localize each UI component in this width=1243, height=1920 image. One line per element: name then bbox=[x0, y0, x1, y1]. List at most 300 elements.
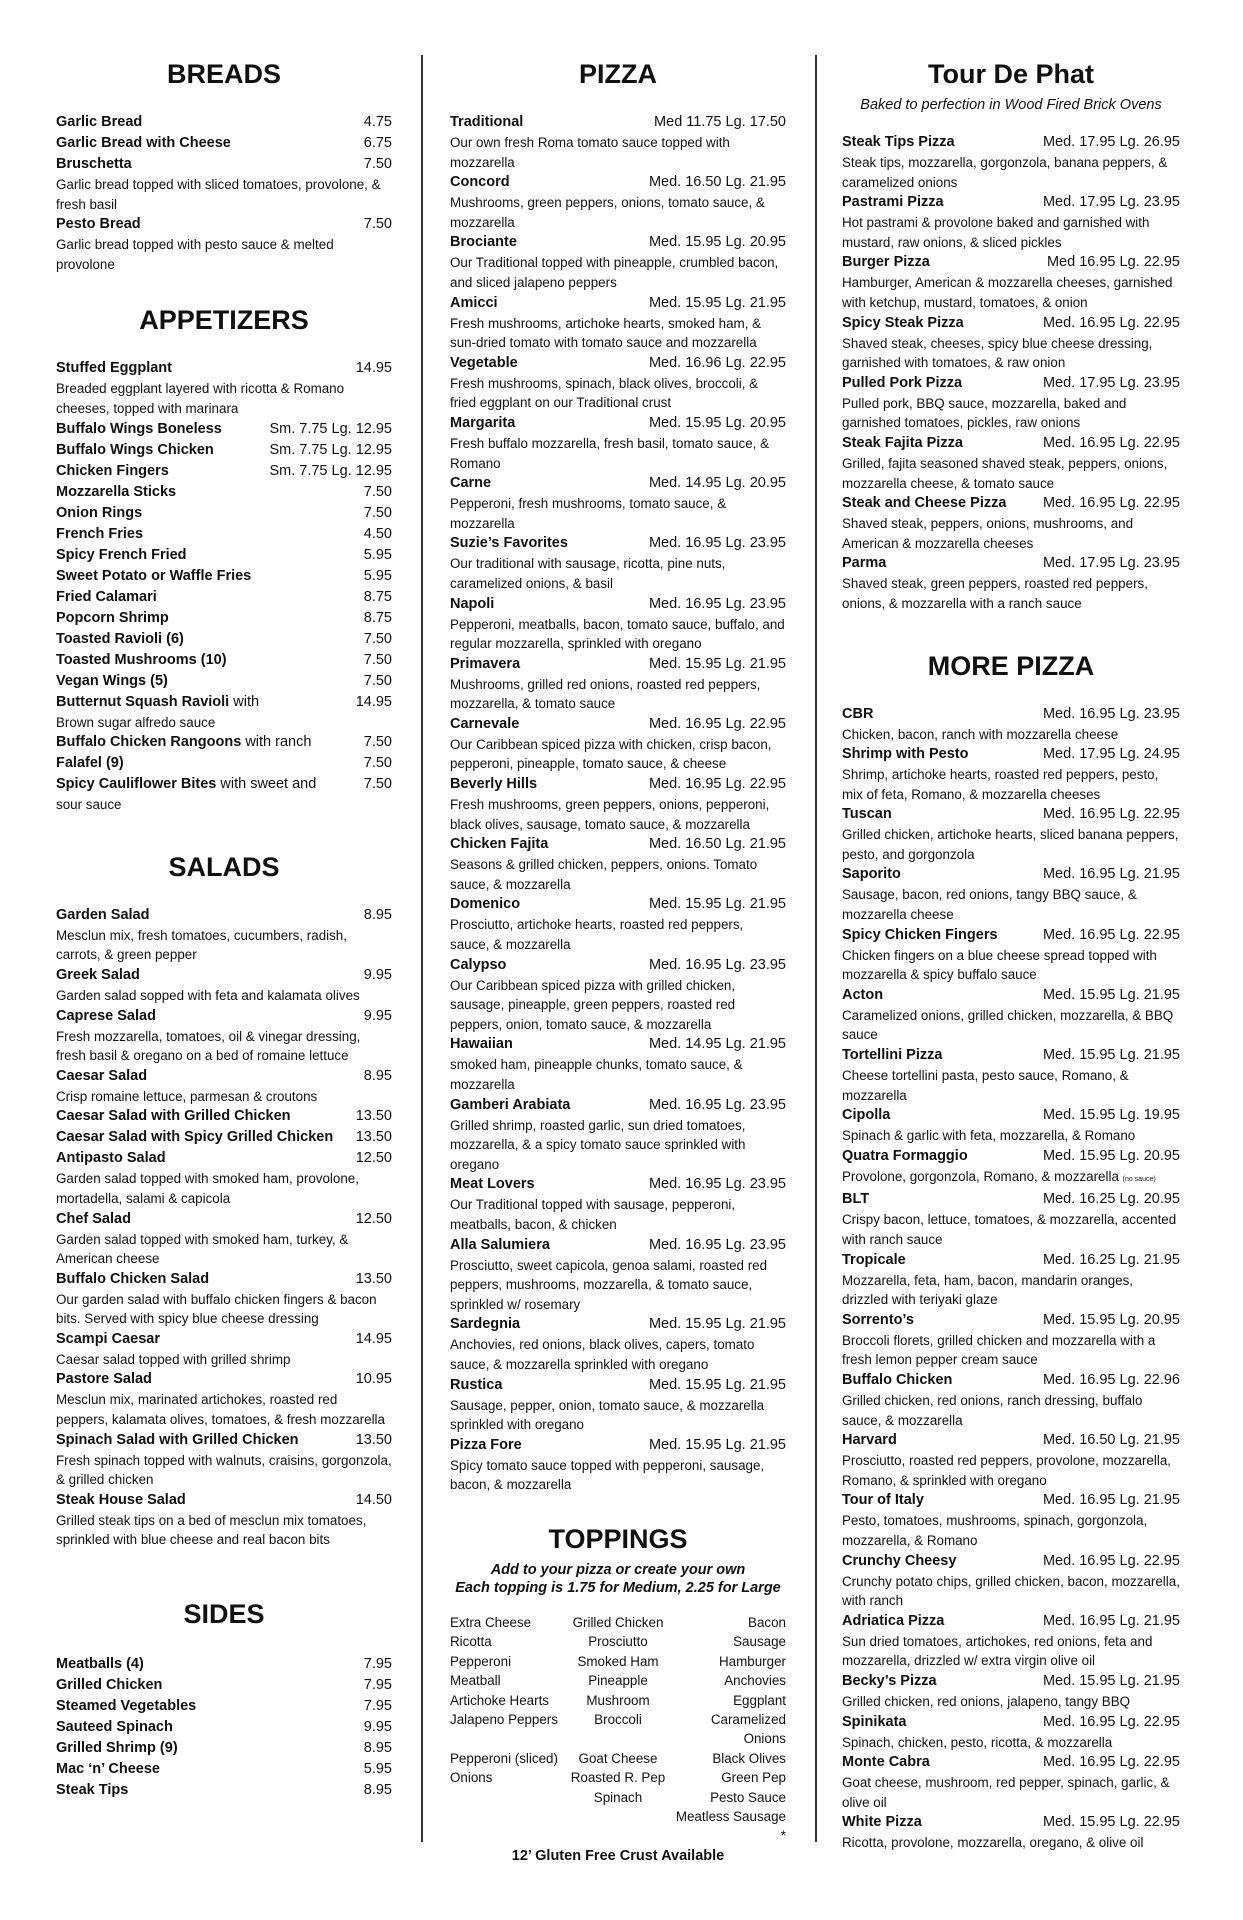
item-name-text: Beverly Hills bbox=[450, 776, 538, 793]
menu-item bbox=[56, 650, 392, 671]
item-description bbox=[842, 1066, 1180, 1105]
item-price: 14.50 bbox=[355, 1491, 392, 1508]
item-description-text: Sausage, bacon, red onions, tangy BBQ sauce, & mozzarella cheese bbox=[842, 887, 1137, 923]
sides-heading: SIDES bbox=[183, 1599, 265, 1630]
item-name bbox=[56, 692, 259, 713]
topping-item bbox=[450, 1807, 562, 1846]
item-name-text: Steak Fajita Pizza bbox=[842, 434, 963, 451]
item-description bbox=[450, 976, 786, 1035]
menu-item bbox=[450, 1375, 786, 1435]
topping-item: Pesto Sauce bbox=[710, 1789, 786, 1805]
topping-item: Eggplant bbox=[733, 1692, 786, 1708]
item-name bbox=[56, 358, 172, 379]
item-name bbox=[56, 214, 141, 235]
item-description bbox=[450, 915, 786, 954]
item-name-text: Shrimp with Pesto bbox=[842, 746, 969, 763]
item-description-text: Mushrooms, grilled red onions, roasted red peppers, mozzarella, & tomato sauce bbox=[450, 676, 761, 712]
item-description-text: Crisp romaine lettuce, parmesan & croutons bbox=[56, 1088, 318, 1104]
item-description bbox=[450, 1116, 786, 1175]
topping-item: Mushroom bbox=[586, 1692, 650, 1708]
item-description bbox=[842, 1451, 1180, 1490]
topping-item: Ricotta bbox=[450, 1634, 492, 1650]
item-description bbox=[450, 494, 786, 533]
item-description bbox=[56, 379, 392, 418]
item-price: Med. 14.95 Lg. 21.95 bbox=[648, 1036, 786, 1053]
menu-item bbox=[56, 753, 392, 774]
item-description-text: Pepperoni, meatballs, bacon, tomato sauce, buffalo, and regular mozzarella, sprinkled with oregano bbox=[450, 616, 785, 652]
item-name bbox=[56, 112, 142, 133]
item-description-text: Garden salad topped with smoked ham, provolone, mortadella, salami & capicola bbox=[56, 1171, 359, 1206]
item-name bbox=[842, 192, 944, 213]
topping-item: Artichoke Hearts bbox=[450, 1692, 549, 1708]
item-description-text: Fresh spinach topped with walnuts, craisins, gorgonzola, & grilled chicken bbox=[56, 1452, 392, 1488]
item-price: Med. 16.95 Lg. 22.95 bbox=[1042, 314, 1180, 331]
item-name bbox=[56, 440, 214, 461]
item-price: 9.95 bbox=[363, 1007, 392, 1024]
item-description-text: Sun dried tomatoes, artichokes, red onions, feta and mozzarella, drizzled w/ extra virgin olive oil bbox=[842, 1633, 1153, 1669]
item-name bbox=[56, 133, 231, 154]
item-description-text: Pepperoni, fresh mushrooms, tomato sauce, & mozzarella bbox=[450, 496, 727, 531]
menu-item bbox=[450, 1435, 786, 1495]
item-name bbox=[842, 744, 969, 765]
item-name bbox=[842, 1250, 906, 1271]
item-name-text: French Fries bbox=[56, 525, 144, 542]
item-name bbox=[56, 671, 168, 692]
item-name-text: Chef Salad bbox=[56, 1210, 131, 1227]
item-description bbox=[56, 713, 392, 733]
menu-item bbox=[842, 1370, 1180, 1430]
item-name bbox=[56, 154, 132, 175]
menu-item bbox=[56, 774, 392, 815]
item-price: 13.50 bbox=[355, 1431, 392, 1448]
item-name-text: Stuffed Eggplant bbox=[56, 360, 172, 377]
topping-item: Black Olives bbox=[712, 1750, 786, 1766]
item-name bbox=[450, 172, 510, 193]
item-name bbox=[56, 1738, 178, 1759]
menu-item bbox=[56, 965, 392, 1006]
column-divider bbox=[815, 55, 817, 1842]
item-name-text: Falafel (9) bbox=[56, 755, 124, 772]
item-name-text: Spinach Salad with Grilled Chicken bbox=[56, 1431, 299, 1448]
item-description bbox=[842, 273, 1180, 312]
item-name bbox=[56, 1066, 147, 1087]
item-name-text: Spicy Chicken Fingers bbox=[842, 926, 998, 943]
item-name-text: Antipasto Salad bbox=[56, 1150, 166, 1167]
toppings-subtitle: Add to your pizza or create your own bbox=[490, 1561, 746, 1578]
item-name-text: Monte Cabra bbox=[842, 1754, 930, 1771]
item-name-text: Sauteed Spinach bbox=[56, 1719, 173, 1736]
item-name bbox=[450, 473, 491, 494]
menu-item bbox=[842, 1105, 1180, 1146]
item-name bbox=[56, 1329, 160, 1350]
menu-item bbox=[56, 419, 392, 440]
item-name-text: Garlic Bread with Cheese bbox=[56, 135, 231, 151]
menu-item bbox=[450, 533, 786, 593]
menu-item bbox=[56, 1780, 392, 1801]
item-description-text: Anchovies, red onions, black olives, capers, tomato sauce, & mozzarella sprinkled with oregano bbox=[450, 1337, 755, 1372]
item-description-text: Grilled chicken, red onions, ranch dressing, buffalo sauce, & mozzarella bbox=[842, 1392, 1143, 1428]
item-name bbox=[842, 252, 930, 273]
item-name bbox=[56, 650, 227, 671]
item-name bbox=[842, 1551, 956, 1572]
topping-item: Hamburger bbox=[719, 1653, 786, 1669]
item-price: 8.95 bbox=[363, 1067, 392, 1084]
menu-item bbox=[56, 524, 392, 545]
menu-item bbox=[56, 503, 392, 524]
item-name-text: Chicken Fingers bbox=[56, 462, 169, 479]
tour-list bbox=[842, 132, 1180, 614]
item-name-text: Onion Rings bbox=[56, 504, 143, 521]
menu-item bbox=[56, 905, 392, 965]
item-price: Med. 16.95 Lg. 23.95 bbox=[648, 1176, 786, 1193]
item-price: Med. 16.95 Lg. 23.95 bbox=[648, 1236, 786, 1253]
item-price: Med. 16.95 Lg. 22.95 bbox=[1042, 926, 1180, 943]
item-price: 13.50 bbox=[355, 1270, 392, 1287]
item-name-text: Sorrento’s bbox=[842, 1311, 914, 1328]
item-description bbox=[450, 554, 786, 593]
item-description-text: Our garden salad with buffalo chicken fingers & bacon bits. Served with spicy blue cheese dressing bbox=[56, 1291, 377, 1327]
item-description-text: Mushrooms, green peppers, onions, tomato sauce, & mozzarella bbox=[450, 195, 765, 230]
item-name-extra: with sweet and bbox=[216, 776, 317, 793]
item-price: Med. 17.95 Lg. 23.95 bbox=[1042, 374, 1180, 391]
item-price: Med. 16.95 Lg. 22.95 bbox=[1042, 1754, 1180, 1771]
item-name bbox=[450, 894, 520, 915]
item-description-text: Chicken fingers on a blue cheese spread topped with mozzarella & spicy buffalo sauce bbox=[842, 947, 1157, 983]
item-name bbox=[842, 553, 886, 574]
topping-item: Jalapeno Peppers bbox=[450, 1711, 558, 1727]
item-name-text: Popcorn Shrimp bbox=[56, 609, 169, 626]
menu-item bbox=[842, 704, 1180, 745]
item-description-text: Prosciutto, artichoke hearts, roasted red peppers, sauce, & mozzarella bbox=[450, 917, 744, 953]
item-description bbox=[56, 986, 392, 1006]
item-description bbox=[842, 1773, 1180, 1812]
item-name bbox=[842, 1045, 942, 1066]
item-name-text: Acton bbox=[842, 986, 884, 1003]
item-name-text: Calypso bbox=[450, 956, 507, 973]
item-name bbox=[842, 985, 883, 1006]
item-name-text: Caesar Salad with Grilled Chicken bbox=[56, 1108, 291, 1125]
item-name-text: Rustica bbox=[450, 1376, 503, 1393]
item-name bbox=[56, 1369, 152, 1390]
item-description-text: Pesto, tomatoes, mushrooms, spinach, gorgonzola, mozzarella, & Romano bbox=[842, 1513, 1148, 1548]
item-price: Med. 16.96 Lg. 22.95 bbox=[648, 354, 786, 371]
menu-item bbox=[450, 172, 786, 232]
item-price: 7.50 bbox=[363, 734, 392, 751]
item-description bbox=[842, 213, 1180, 252]
item-price: Med. 17.95 Lg. 24.95 bbox=[1042, 746, 1180, 763]
item-name bbox=[56, 732, 311, 753]
menu-item bbox=[56, 1430, 392, 1490]
topping-item: Pineapple bbox=[588, 1673, 648, 1689]
item-price: Med. 14.95 Lg. 20.95 bbox=[648, 475, 786, 492]
item-price: Med. 16.95 Lg. 22.95 bbox=[648, 776, 786, 793]
item-description bbox=[842, 725, 1180, 745]
item-name-text: Caesar Salad with Spicy Grilled Chicken bbox=[56, 1129, 334, 1146]
item-name bbox=[842, 1310, 914, 1331]
item-name-text: Brociante bbox=[450, 234, 517, 251]
item-name bbox=[450, 834, 548, 855]
item-name bbox=[56, 1654, 144, 1675]
item-name bbox=[842, 804, 892, 825]
item-description bbox=[450, 374, 786, 413]
item-price: 5.95 bbox=[363, 567, 392, 584]
menu-item bbox=[842, 925, 1180, 985]
menu-item bbox=[842, 804, 1180, 864]
item-name bbox=[56, 524, 143, 545]
item-description-text: Our Caribbean spiced pizza with grilled chicken, sausage, pineapple, green peppers, roasted red peppers, onion, tomato sauce, & mozzarella bbox=[450, 977, 736, 1032]
item-name-text: Garden Salad bbox=[56, 906, 150, 923]
item-price: Med. 15.95 Lg. 19.95 bbox=[1042, 1107, 1180, 1124]
item-name-text: Suzie’s Favorites bbox=[450, 535, 568, 552]
item-description bbox=[450, 434, 786, 473]
menu-item bbox=[842, 252, 1180, 312]
item-description bbox=[450, 1335, 786, 1374]
menu-item bbox=[842, 313, 1180, 373]
item-name-text: Caprese Salad bbox=[56, 1007, 156, 1024]
item-description-text: Prosciutto, roasted red peppers, provolone, mozzarella, Romano, & sprinkled with oregano bbox=[842, 1453, 1171, 1488]
item-name-text: Garlic Bread bbox=[56, 114, 143, 130]
menu-item bbox=[842, 1752, 1180, 1812]
menu-item bbox=[56, 154, 392, 214]
topping-item: Bacon bbox=[748, 1614, 786, 1630]
item-name bbox=[56, 1430, 299, 1451]
item-name-text: Mac ‘n’ Cheese bbox=[56, 1761, 160, 1778]
item-name-text: Hawaiian bbox=[450, 1036, 513, 1053]
item-price: Med. 16.95 Lg. 22.96 bbox=[1042, 1371, 1180, 1388]
item-description bbox=[450, 133, 786, 172]
menu-item bbox=[56, 1369, 392, 1429]
item-name-text: Steak and Cheese Pizza bbox=[842, 495, 1007, 512]
item-name bbox=[56, 905, 149, 926]
item-name-text: Buffalo Chicken Salad bbox=[56, 1270, 210, 1287]
menu-item bbox=[842, 864, 1180, 924]
menu-item bbox=[56, 545, 392, 566]
item-price: Med. 16.95 Lg. 22.95 bbox=[648, 715, 786, 732]
item-description bbox=[450, 615, 786, 654]
item-price: 5.95 bbox=[363, 1761, 392, 1778]
item-price: Sm. 7.75 Lg. 12.95 bbox=[269, 441, 392, 458]
item-description-text: Cheese tortellini pasta, pesto sauce, Romano, & mozzarella bbox=[842, 1068, 1129, 1103]
topping-item: Grilled Chicken bbox=[572, 1614, 664, 1630]
item-description-text: smoked ham, pineapple chunks, tomato sauce, & mozzarella bbox=[450, 1057, 743, 1092]
item-name bbox=[56, 566, 251, 587]
topping-item: Prosciutto bbox=[588, 1634, 648, 1650]
menu-item bbox=[56, 1329, 392, 1370]
item-name-text: Concord bbox=[450, 174, 510, 191]
menu-item bbox=[842, 553, 1180, 613]
topping-item: Roasted R. Pep bbox=[570, 1770, 666, 1786]
item-price: Med. 16.95 Lg. 22.95 bbox=[1042, 434, 1180, 451]
menu-item bbox=[56, 1066, 392, 1107]
item-name bbox=[450, 353, 518, 374]
item-price: Med. 16.95 Lg. 21.95 bbox=[1042, 1612, 1180, 1629]
item-name-text: Toasted Ravioli (6) bbox=[56, 630, 184, 647]
item-name-text: Meatballs (4) bbox=[56, 1656, 144, 1673]
item-price: Sm. 7.75 Lg. 12.95 bbox=[269, 462, 392, 479]
item-name bbox=[842, 704, 873, 725]
item-description-text: Breaded eggplant layered with ricotta & Romano cheeses, topped with marinara bbox=[56, 381, 345, 416]
item-name-extra: with ranch bbox=[241, 734, 312, 751]
item-price: 7.95 bbox=[363, 1698, 392, 1715]
item-name-text: Fried Calamari bbox=[56, 588, 157, 605]
item-price: 14.95 bbox=[355, 360, 392, 377]
tour-subtitle: Baked to perfection in Wood Fired Brick Ovens bbox=[860, 97, 1162, 113]
item-price: 13.50 bbox=[355, 1129, 392, 1146]
item-name-text: Chicken Fajita bbox=[450, 836, 549, 853]
menu-item bbox=[450, 1034, 786, 1094]
item-price: 14.95 bbox=[355, 1330, 392, 1347]
item-description bbox=[842, 1733, 1180, 1753]
item-name bbox=[842, 1370, 952, 1391]
item-price: Med. 15.95 Lg. 21.95 bbox=[648, 896, 786, 913]
sides-list bbox=[56, 1654, 392, 1801]
gluten-free-note: 12’ Gluten Free Crust Available bbox=[511, 1847, 725, 1864]
item-name-text: Buffalo Wings Boneless bbox=[56, 420, 222, 437]
item-name-text: Spicy Cauliflower Bites bbox=[56, 776, 217, 793]
item-name-text: BLT bbox=[842, 1191, 870, 1208]
item-price: 7.50 bbox=[363, 483, 392, 500]
menu-item bbox=[842, 985, 1180, 1045]
menu-item bbox=[56, 133, 392, 154]
topping-item: Broccoli bbox=[594, 1711, 642, 1727]
item-name-text: Tuscan bbox=[842, 806, 892, 823]
item-name bbox=[450, 533, 568, 554]
item-description-text: Fresh mushrooms, spinach, black olives, broccoli, & fried eggplant on our Traditional crust bbox=[450, 375, 759, 411]
item-name bbox=[450, 1435, 522, 1456]
item-price: Med. 15.95 Lg. 20.95 bbox=[1042, 1147, 1180, 1164]
item-price: Med. 16.95 Lg. 21.95 bbox=[1042, 1492, 1180, 1509]
menu-item bbox=[842, 132, 1180, 192]
topping-item: Meatball bbox=[450, 1673, 501, 1689]
item-description bbox=[56, 1350, 392, 1370]
item-description bbox=[450, 1256, 786, 1315]
item-name bbox=[450, 714, 519, 735]
item-description-text: Hot pastrami & provolone baked and garnished with mustard, raw onions, & sliced pickles bbox=[842, 215, 1150, 250]
item-name-text: Buffalo Chicken bbox=[842, 1371, 953, 1388]
item-description bbox=[56, 926, 392, 965]
item-description-text: Crispy bacon, lettuce, tomatoes, & mozzarella, accented with ranch sauce bbox=[842, 1212, 1177, 1247]
item-name-text: Tour of Italy bbox=[842, 1492, 924, 1509]
menu-item bbox=[450, 1314, 786, 1374]
item-description bbox=[842, 1271, 1180, 1310]
item-description-text: Grilled chicken, artichoke hearts, sliced banana peppers, pesto, and gorgonzola bbox=[842, 827, 1179, 862]
item-description-text: Spinach, chicken, pesto, ricotta, & mozzarella bbox=[842, 1734, 1113, 1750]
item-name-text: Spinikata bbox=[842, 1713, 907, 1730]
item-name-text: Pulled Pork Pizza bbox=[842, 374, 963, 391]
menu-item bbox=[450, 894, 786, 954]
item-name-text: Harvard bbox=[842, 1432, 897, 1449]
item-name bbox=[842, 493, 1006, 514]
item-name bbox=[56, 1675, 162, 1696]
menu-item bbox=[450, 293, 786, 353]
item-description-text: Pulled pork, BBQ sauce, mozzarella, baked and garnished tomatoes, pickles, raw onions bbox=[842, 395, 1127, 431]
item-description-text: Spicy tomato sauce topped with pepperoni, sausage, bacon, & mozzarella bbox=[450, 1457, 765, 1493]
menu-item bbox=[842, 1490, 1180, 1550]
item-price: Med. 15.95 Lg. 20.95 bbox=[1042, 1311, 1180, 1328]
item-name bbox=[56, 629, 184, 650]
menu-item bbox=[56, 732, 392, 753]
item-description-text: Garden salad sopped with feta and kalamata olives bbox=[56, 987, 360, 1003]
item-price: Med. 16.95 Lg. 23.95 bbox=[648, 1096, 786, 1113]
item-price: Med. 16.95 Lg. 23.95 bbox=[648, 595, 786, 612]
item-description bbox=[842, 1833, 1180, 1853]
item-description-text: Spinach & garlic with feta, mozzarella, & Romano bbox=[842, 1128, 1136, 1144]
column-left bbox=[56, 52, 392, 1801]
item-description-text: Garden salad topped with smoked ham, turkey, & American cheese bbox=[56, 1231, 349, 1267]
item-name-text: Domenico bbox=[450, 896, 521, 913]
item-name bbox=[56, 587, 157, 608]
menu-item bbox=[450, 112, 786, 172]
item-name-text: Scampi Caesar bbox=[56, 1330, 160, 1347]
topping-item: Sausage bbox=[733, 1634, 786, 1650]
topping-item: Goat Cheese bbox=[578, 1750, 658, 1766]
item-description-text: Grilled, fajita seasoned shaved steak, peppers, onions, mozzarella cheese, & tomato sauce bbox=[842, 455, 1168, 491]
item-price: 10.95 bbox=[355, 1371, 392, 1388]
menu-item bbox=[56, 608, 392, 629]
item-name-text: Burger Pizza bbox=[842, 254, 930, 271]
item-description-text: Chicken, bacon, ranch with mozzarella cheese bbox=[842, 726, 1119, 742]
item-price: 7.50 bbox=[363, 156, 392, 172]
menu-item bbox=[56, 440, 392, 461]
item-name bbox=[56, 965, 140, 986]
item-description-text: sour sauce bbox=[56, 797, 122, 813]
item-name bbox=[450, 1235, 550, 1256]
item-name bbox=[56, 482, 176, 503]
item-description bbox=[842, 454, 1180, 493]
item-description-text: Caesar salad topped with grilled shrimp bbox=[56, 1351, 291, 1367]
item-description bbox=[450, 1195, 786, 1234]
item-name bbox=[56, 753, 124, 774]
item-name bbox=[842, 925, 998, 946]
menu-item bbox=[450, 594, 786, 654]
topping-item: Anchovies bbox=[724, 1673, 786, 1689]
item-description-text: Garlic bread topped with pesto sauce & melted provolone bbox=[56, 237, 334, 272]
item-price: Med. 16.95 Lg. 23.95 bbox=[648, 535, 786, 552]
item-price: 7.50 bbox=[363, 651, 392, 668]
item-name-text: Gamberi Arabiata bbox=[450, 1096, 571, 1113]
topping-item: Spinach bbox=[593, 1789, 643, 1805]
more-pizza-heading: MORE PIZZA bbox=[927, 650, 1095, 681]
item-name-text: Carnevale bbox=[450, 715, 520, 732]
menu-item bbox=[56, 1209, 392, 1269]
salads-heading: SALADS bbox=[168, 851, 280, 882]
item-name-text: Carne bbox=[450, 475, 492, 492]
item-name bbox=[842, 1490, 924, 1511]
item-description-text: Mesclun mix, marinated artichokes, roasted red peppers, kalamata olives, tomatoes, & fresh mozzarella bbox=[56, 1392, 385, 1428]
item-description-text: Goat cheese, mushroom, red pepper, spinach, garlic, & olive oil bbox=[842, 1775, 1170, 1810]
item-description-text: Broccoli florets, grilled chicken and mozzarella with a fresh lemon pepper cream sauce bbox=[842, 1332, 1156, 1368]
item-name bbox=[56, 1148, 166, 1169]
item-name-text: Saporito bbox=[842, 866, 901, 883]
item-name-text: Primavera bbox=[450, 655, 521, 672]
item-name-text: Mozzarella Sticks bbox=[56, 483, 177, 500]
item-price: Med. 16.50 Lg. 21.95 bbox=[648, 174, 786, 191]
item-name bbox=[842, 1105, 890, 1126]
item-price: 7.50 bbox=[363, 630, 392, 647]
item-name-text: Amicci bbox=[450, 294, 498, 311]
topping-item: Onions bbox=[450, 1770, 493, 1786]
breads-list bbox=[56, 112, 392, 274]
item-description bbox=[56, 1451, 392, 1490]
item-description-text: Our Traditional topped with pineapple, crumbled bacon, and sliced jalapeno peppers bbox=[450, 255, 779, 290]
column-right bbox=[842, 52, 1180, 1853]
item-description-text: Seasons & grilled chicken, peppers, onions. Tomato sauce, & mozzarella bbox=[450, 857, 758, 892]
menu-item bbox=[450, 353, 786, 413]
item-description bbox=[56, 175, 392, 214]
item-price: 7.50 bbox=[363, 504, 392, 521]
item-description-text: Our Traditional topped with sausage, pepperoni, meatballs, bacon, & chicken bbox=[450, 1197, 736, 1232]
menu-item bbox=[842, 1146, 1180, 1190]
